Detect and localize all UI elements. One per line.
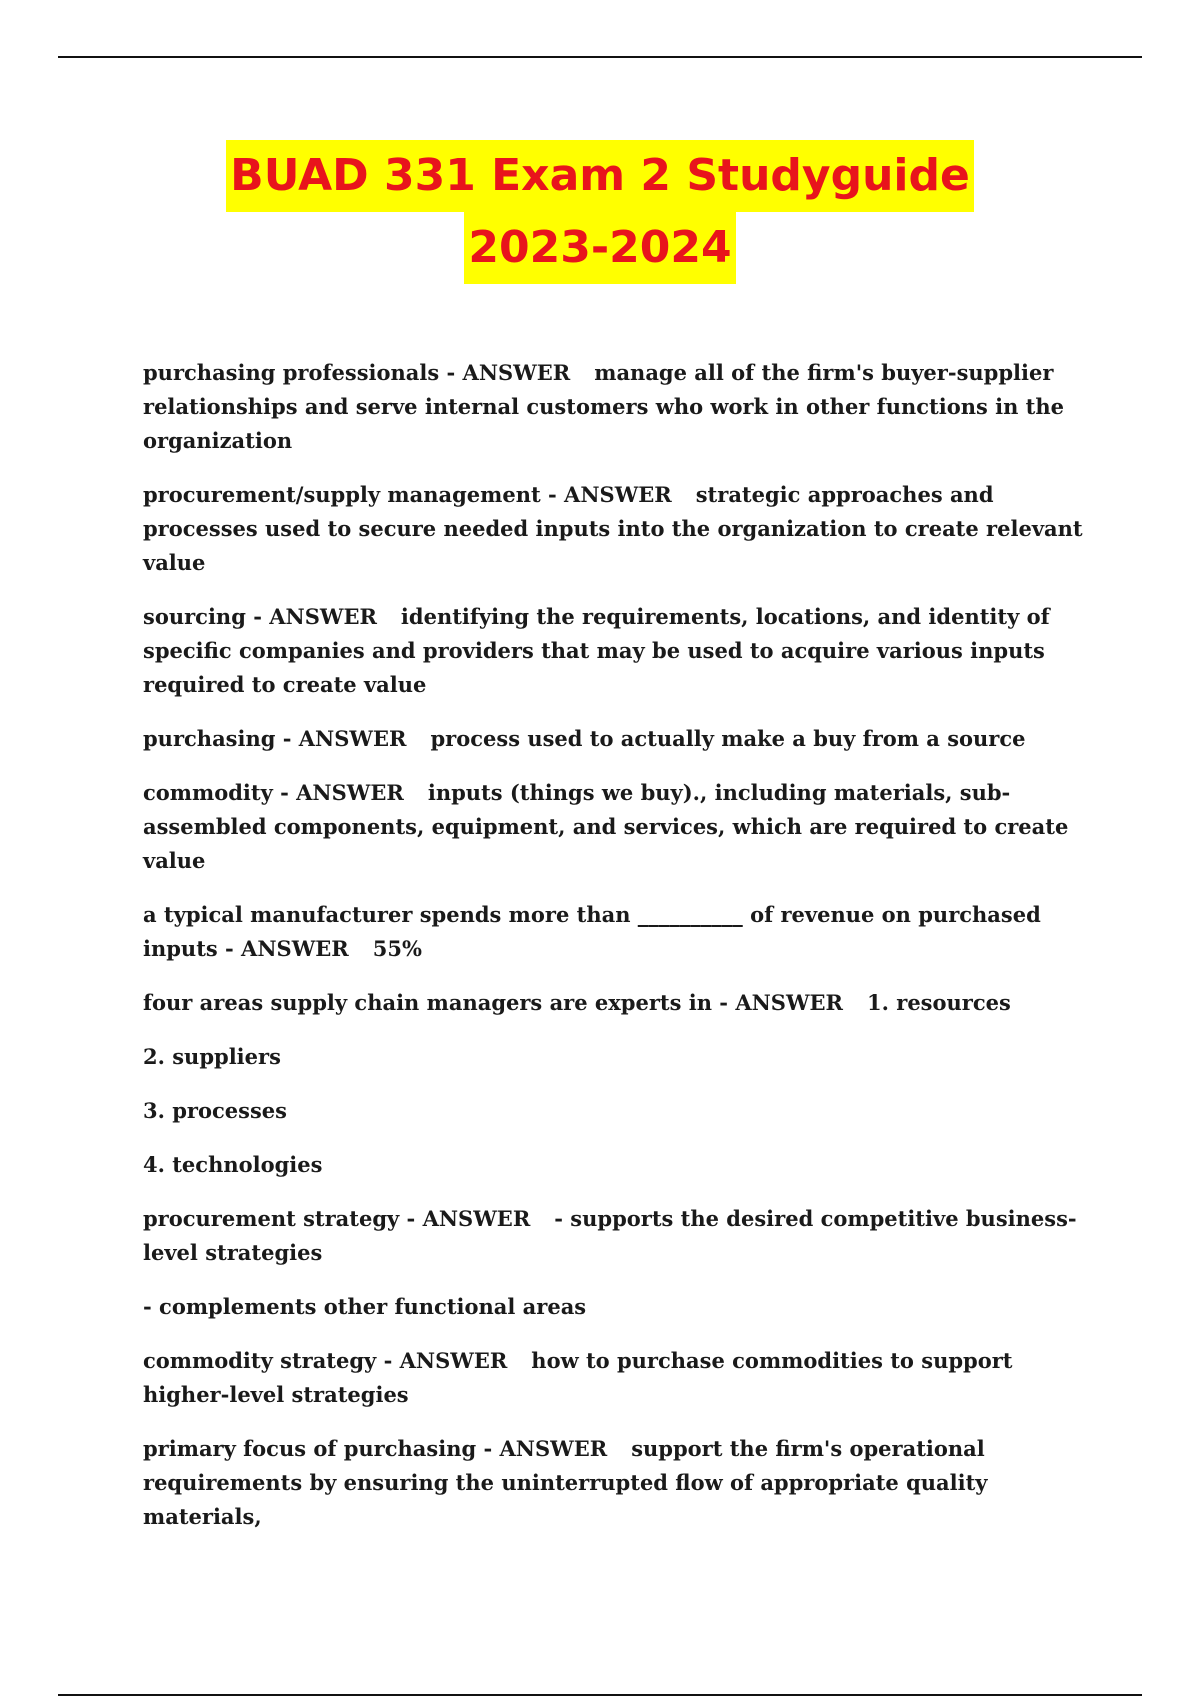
- entry-term: procurement/supply management - ANSWER: [143, 482, 672, 507]
- entry-paragraph: [143, 478, 1103, 580]
- entry-term: a typical manufacturer spends more than __________ of revenue on purchased inputs - ANSWER: [143, 902, 1041, 961]
- entry-definition: manage all of the firm's buyer-supplier relationships and serve internal customers who work in other functions in the organization: [143, 360, 1065, 453]
- entry-definition: how to purchase commodities to support higher-level strategies: [143, 1348, 1013, 1407]
- entry-term: purchasing - ANSWER: [143, 726, 407, 751]
- entry-paragraph: [143, 1344, 1103, 1412]
- entry-term: four areas supply chain managers are experts in - ANSWER: [143, 990, 844, 1015]
- entry-definition: 1. resources: [867, 990, 1011, 1015]
- document-title: [0, 140, 1200, 284]
- list-item: [143, 1094, 1103, 1128]
- bottom-rule: [58, 1694, 1142, 1696]
- entry-paragraph: [143, 898, 1103, 966]
- entry-definition: 55%: [372, 936, 422, 961]
- entry-definition: identifying the requirements, locations, and identity of specific companies and providers that may be used to acquire various inputs required to create value: [143, 604, 1050, 697]
- entry-definition: 4. technologies: [143, 1152, 323, 1177]
- entry-definition: - supports the desired competitive business-level strategies: [143, 1206, 1077, 1265]
- entry-term: primary focus of purchasing - ANSWER: [143, 1436, 608, 1461]
- entry-paragraph: [143, 600, 1103, 702]
- entry-definition: 2. suppliers: [143, 1044, 281, 1069]
- entry-term: commodity strategy - ANSWER: [143, 1348, 508, 1373]
- entry-definition: process used to actually make a buy from a source: [430, 726, 1026, 751]
- entry-paragraph: [143, 356, 1103, 458]
- entry-term: commodity - ANSWER: [143, 780, 404, 805]
- entry-definition: inputs (things we buy)., including materials, sub-assembled components, equipment, and services, which are required to create value: [143, 780, 1069, 873]
- list-item: [143, 1148, 1103, 1182]
- entry-paragraph: [143, 776, 1103, 878]
- entry-paragraph: [143, 986, 1103, 1020]
- list-item: [143, 1290, 1103, 1324]
- title-line-1: BUAD 331 Exam 2 Studyguide: [226, 140, 974, 212]
- entry-paragraph: [143, 1202, 1103, 1270]
- entry-definition: 3. processes: [143, 1098, 287, 1123]
- entry-definition: strategic approaches and processes used to secure needed inputs into the organization to create relevant value: [143, 482, 1083, 575]
- entry-term: procurement strategy - ANSWER: [143, 1206, 531, 1231]
- entry-term: purchasing professionals - ANSWER: [143, 360, 571, 385]
- title-line-2: 2023-2024: [464, 212, 735, 284]
- entry-paragraph: [143, 1432, 1103, 1534]
- list-item: [143, 1040, 1103, 1074]
- entry-definition: - complements other functional areas: [143, 1294, 587, 1319]
- study-guide-content: [143, 356, 1103, 1554]
- top-rule: [58, 56, 1142, 58]
- entry-paragraph: [143, 722, 1103, 756]
- entry-term: sourcing - ANSWER: [143, 604, 377, 629]
- entry-definition: support the firm's operational requirements by ensuring the uninterrupted flow of appropriate quality materials,: [143, 1436, 988, 1529]
